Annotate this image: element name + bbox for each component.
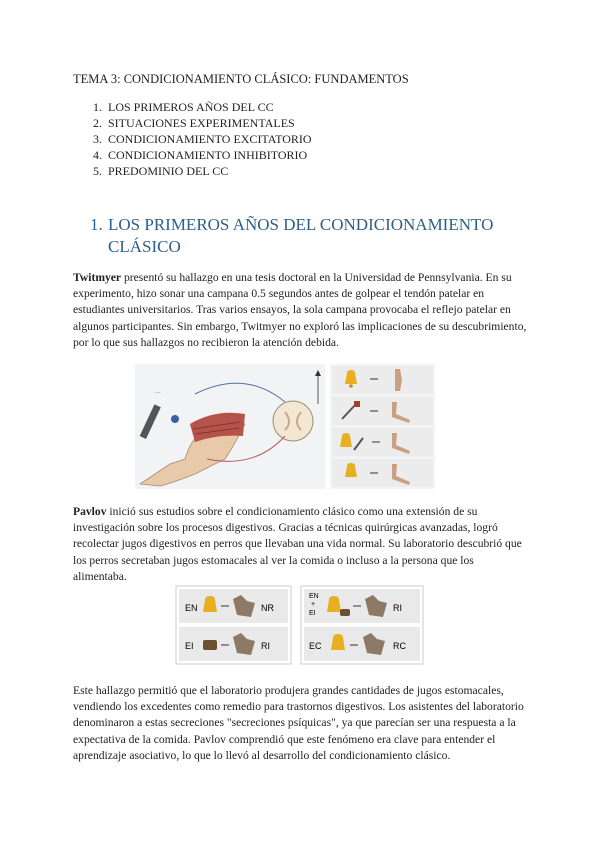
label-en-1: EN <box>185 603 198 613</box>
paragraph-hallazgo: Este hallazgo permitió que el laboratorio produjera grandes cantidades de jugos estomacales, vendiendo los excedentes como remedio para trastornos digestivos. Los asistentes del laboratorio denominaron a estas secreciones "secreciones psíquicas", ya que parecían ser una respuesta a la expectativa de la comida. Pavlov comprendió que este fenómeno era clave para entender el aprendizaje asociativo, lo que lo llevó al desarrollo del condicionamiento clásico. <box>73 684 524 762</box>
label-en-2: EN <box>309 593 319 600</box>
label-ec: EC <box>309 641 322 651</box>
label-nr: NR <box>261 603 274 613</box>
label-ri-1: RI <box>261 641 270 651</box>
paragraph-pavlov: Pavlov inició sus estudios sobre el condicionamiento clásico como una extensión de su investigación sobre los procesos digestivos. Gracias a técnicas quirúrgicas avanzadas, logró recolectar jugos digestivos en perros que llevaban una vida normal. Su laboratorio descubrió que los perros secretaban jugos estomacales al ver la comida o incluso a la persona que los alimentaba. <box>73 505 522 583</box>
label-ei-2: EI <box>309 610 316 617</box>
toc-item: 2. SITUACIONES EXPERIMENTALES <box>93 116 295 130</box>
label-ei-1: EI <box>185 641 194 651</box>
label-ri-2: RI <box>393 603 402 613</box>
toc-item: 1. LOS PRIMEROS AÑOS DEL CC <box>93 100 274 114</box>
paragraph-twitmyer: Twitmyer presentó su hallazgo en una tesis doctoral en la Universidad de Pennsylvania. En su experimento, hizo sonar una campana 0.5 segundos antes de golpear el tendón patelar en estudiantes universitarios. Tras varios ensayos, la sola campana provocaba el reflejo patelar en algunos participantes. Sin embargo, Twitmyer no exploró las implicaciones de su descubrimiento, por lo que sus hallazgos no recibieron la atención debida. <box>73 271 527 349</box>
section-heading: 1. LOS PRIMEROS AÑOS DEL CONDICIONAMIENTO CLÁSICO <box>90 215 494 256</box>
toc-item: 5. PREDOMINIO DEL CC <box>93 164 229 178</box>
label-rc: RC <box>393 641 406 651</box>
reflex-anatomy-figure <box>135 364 325 489</box>
label-plus: + <box>311 601 316 608</box>
pavlov-conditioning-figure <box>175 585 425 665</box>
table-of-contents <box>73 99 312 179</box>
svg-text:····: ···· <box>155 391 161 396</box>
toc-item: 3. CONDICIONAMIENTO EXCITATORIO <box>93 132 312 146</box>
document-title: TEMA 3: CONDICIONAMIENTO CLÁSICO: FUNDAMENTOS <box>73 72 409 86</box>
toc-item: 4. CONDICIONAMIENTO INHIBITORIO <box>93 148 308 162</box>
bell-leg-figure <box>330 364 435 489</box>
